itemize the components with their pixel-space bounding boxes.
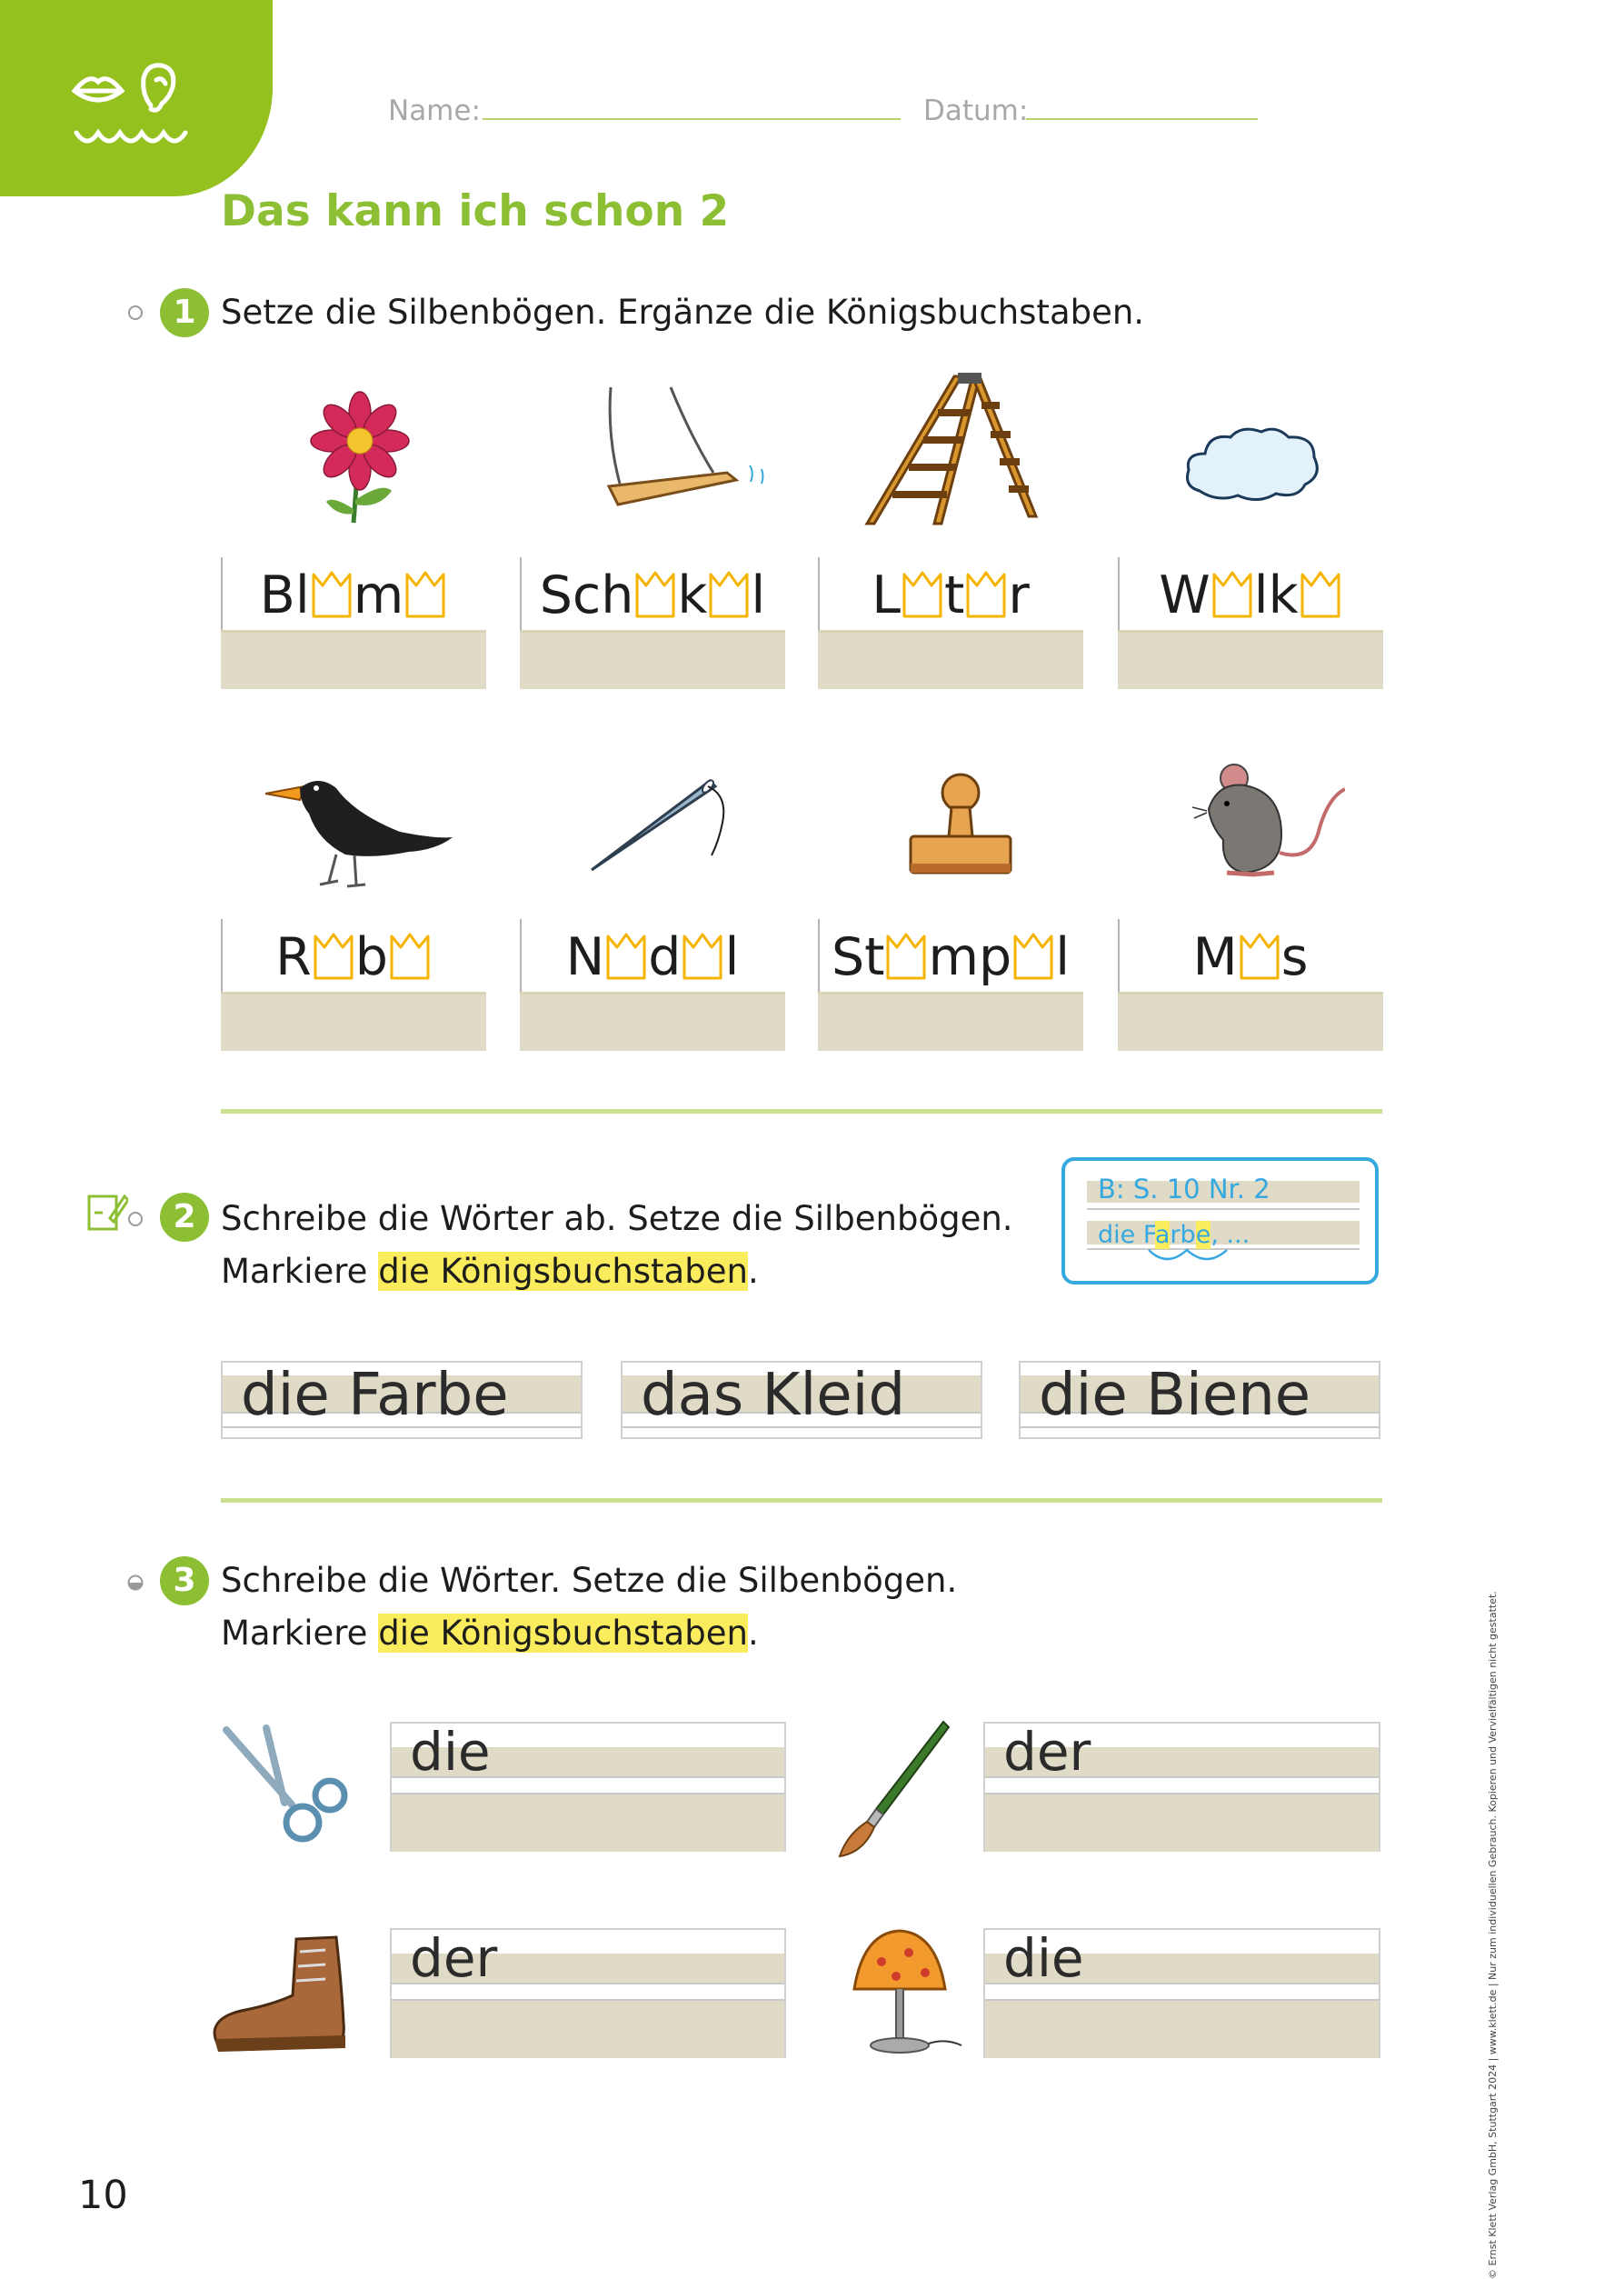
task1-level-circle [128,305,143,320]
word-fragment [221,927,486,987]
stamp-icon [902,773,1020,882]
write-area[interactable] [221,995,486,1051]
write-notebook-icon [86,1191,128,1233]
task2-level-circle [128,1212,143,1226]
word-part: W [1159,565,1211,625]
word-fragment [520,565,785,625]
task3-number: 3 [160,1556,209,1605]
copy-box-farbe[interactable] [221,1361,583,1439]
base-line [1118,992,1383,995]
crown-blank-icon[interactable] [885,931,927,980]
crown-blank-icon[interactable] [1300,569,1341,618]
task2-instruction [221,1193,1013,1298]
article: die [410,1721,491,1783]
ladder-icon [863,371,1045,527]
word-box-schaukel[interactable] [520,557,785,689]
task3-highlight: die Königsbuchstaben [378,1614,748,1653]
page-title: Das kann ich schon 2 [221,186,730,236]
task3-line1: Schreibe die Wörter. Setze die Silbenbögen. [221,1561,958,1600]
word-part: Bl [259,565,310,625]
lower-line [392,1999,784,2001]
reference-text: , ... [1211,1221,1250,1249]
article: der [1003,1721,1091,1783]
article: der [410,1927,498,1989]
write-box-der-1[interactable] [983,1722,1380,1852]
task2-highlight: die Königsbuchstaben [378,1252,748,1291]
section-separator [221,1498,1382,1503]
task2-line2-suffix: . [747,1252,759,1291]
crown-blank-icon[interactable] [902,569,943,618]
section-separator [221,1109,1382,1114]
word-part: l [724,927,740,987]
task2-line2-prefix: Markiere [221,1252,379,1291]
word-box-wolke[interactable] [1118,557,1383,689]
scissors-icon [221,1723,348,1850]
write-box-die-2[interactable] [983,1928,1380,2058]
crown-blank-icon[interactable] [1012,931,1054,980]
base-line [818,630,1083,633]
word-part: Sch [539,565,634,625]
base-line [520,992,785,995]
reference-example [1098,1221,1250,1249]
reference-highlight: e [1195,1221,1211,1249]
word-fragment [818,927,1083,987]
crown-blank-icon[interactable] [1211,569,1253,618]
word-fragment [818,565,1083,625]
boot-icon [209,1932,354,2059]
article: die [1003,1927,1084,1989]
task3-line2-prefix: Markiere [221,1614,379,1653]
crown-blank-icon[interactable] [313,931,354,980]
raven-icon [264,768,454,891]
lower-line [985,1999,1379,2001]
page-number: 10 [78,2173,128,2218]
lower-band [392,2001,784,2058]
word-box-blume[interactable] [221,557,486,689]
listen-speak-icon [71,62,189,157]
base-line [221,630,486,633]
base-line [818,992,1083,995]
word-box-rabe[interactable] [221,919,486,1051]
task2-number: 2 [160,1193,209,1242]
flower-icon [301,391,419,527]
base-line [221,992,486,995]
reference-text: die F [1098,1221,1155,1249]
word-box-leiter[interactable] [818,557,1083,689]
word-part: L [872,565,901,625]
word-fragment [1118,565,1383,625]
write-area[interactable] [520,633,785,689]
write-box-die-1[interactable] [390,1722,786,1852]
task2-line2 [221,1245,1013,1298]
copy-box-kleid[interactable] [621,1361,982,1439]
task3-line2-suffix: . [747,1614,759,1653]
write-area[interactable] [520,995,785,1051]
word-box-nadel[interactable] [520,919,785,1051]
write-area[interactable] [818,633,1083,689]
task1-instruction: Setze die Silbenbögen. Ergänze die Königsbuchstaben. [221,293,1145,332]
word-part: k [677,565,708,625]
copy-word: die Farbe [241,1362,509,1429]
write-box-der-2[interactable] [390,1928,786,2058]
crown-blank-icon[interactable] [965,569,1007,618]
crown-blank-icon[interactable] [605,931,647,980]
swing-icon [600,382,772,518]
crown-blank-icon[interactable] [634,569,676,618]
lamp-icon [845,1925,972,2062]
task3-level-circle [127,1574,144,1591]
word-box-maus[interactable] [1118,919,1383,1051]
word-part: St [831,927,885,987]
reference-highlight: a [1154,1221,1171,1249]
word-fragment [221,565,486,625]
date-label: Datum: [923,95,1029,127]
date-line[interactable] [1026,118,1258,120]
copy-box-biene[interactable] [1019,1361,1380,1439]
task2-line1: Schreibe die Wörter ab. Setze die Silbenbögen. [221,1199,1013,1238]
reference-source: B: S. 10 Nr. 2 [1098,1174,1270,1204]
copyright-notice: © Ernst Klett Verlag GmbH, Stuttgart 2024 | www.klett.de | Nur zum individuellen Gebrauch. Kopieren und Vervielfältigen nicht gestattet. [1487,1591,1499,2279]
corner-tab [0,0,273,196]
lower-band [392,1794,784,1852]
word-box-stempel[interactable] [818,919,1083,1051]
word-part: N [565,927,605,987]
crown-blank-icon[interactable] [682,931,723,980]
lower-band [985,2001,1379,2058]
lower-band [985,1794,1379,1852]
word-part: R [275,927,312,987]
word-part: l [1055,927,1071,987]
write-area[interactable] [1118,633,1383,689]
paintbrush-icon [827,1716,954,1862]
crown-blank-icon[interactable] [708,569,750,618]
write-area[interactable] [818,995,1083,1051]
task3-instruction [221,1554,957,1660]
syllable-arc-icon [1147,1248,1229,1266]
task3-line2 [221,1607,957,1660]
cloud-icon [1181,423,1322,505]
name-label: Name: [388,95,481,127]
write-area[interactable] [1118,995,1383,1051]
word-part: r [1008,565,1030,625]
word-part: M [1192,927,1238,987]
reference-line [1087,1208,1360,1210]
crown-blank-icon[interactable] [1239,931,1280,980]
needle-icon [586,768,732,877]
task1-number: 1 [160,288,209,337]
word-part: b [354,927,388,987]
word-part: mp [928,927,1012,987]
copy-word: das Kleid [641,1362,906,1429]
word-part: s [1280,927,1309,987]
crown-blank-icon[interactable] [404,569,446,618]
reference-text: rb [1170,1221,1196,1249]
base-line [1118,630,1383,633]
crown-blank-icon[interactable] [389,931,431,980]
word-part: l [751,565,766,625]
base-line [520,630,785,633]
mouse-icon [1191,762,1345,889]
word-part: d [648,927,682,987]
crown-blank-icon[interactable] [311,569,353,618]
lower-line [985,1793,1379,1794]
copy-word: die Biene [1039,1362,1311,1429]
word-part: t [943,565,965,625]
reference-card [1061,1157,1379,1284]
word-fragment [1118,927,1383,987]
lower-line [392,1793,784,1794]
word-part: lk [1253,565,1299,625]
name-line[interactable] [483,118,901,120]
word-fragment [520,927,785,987]
word-part: m [353,565,404,625]
write-area[interactable] [221,633,486,689]
